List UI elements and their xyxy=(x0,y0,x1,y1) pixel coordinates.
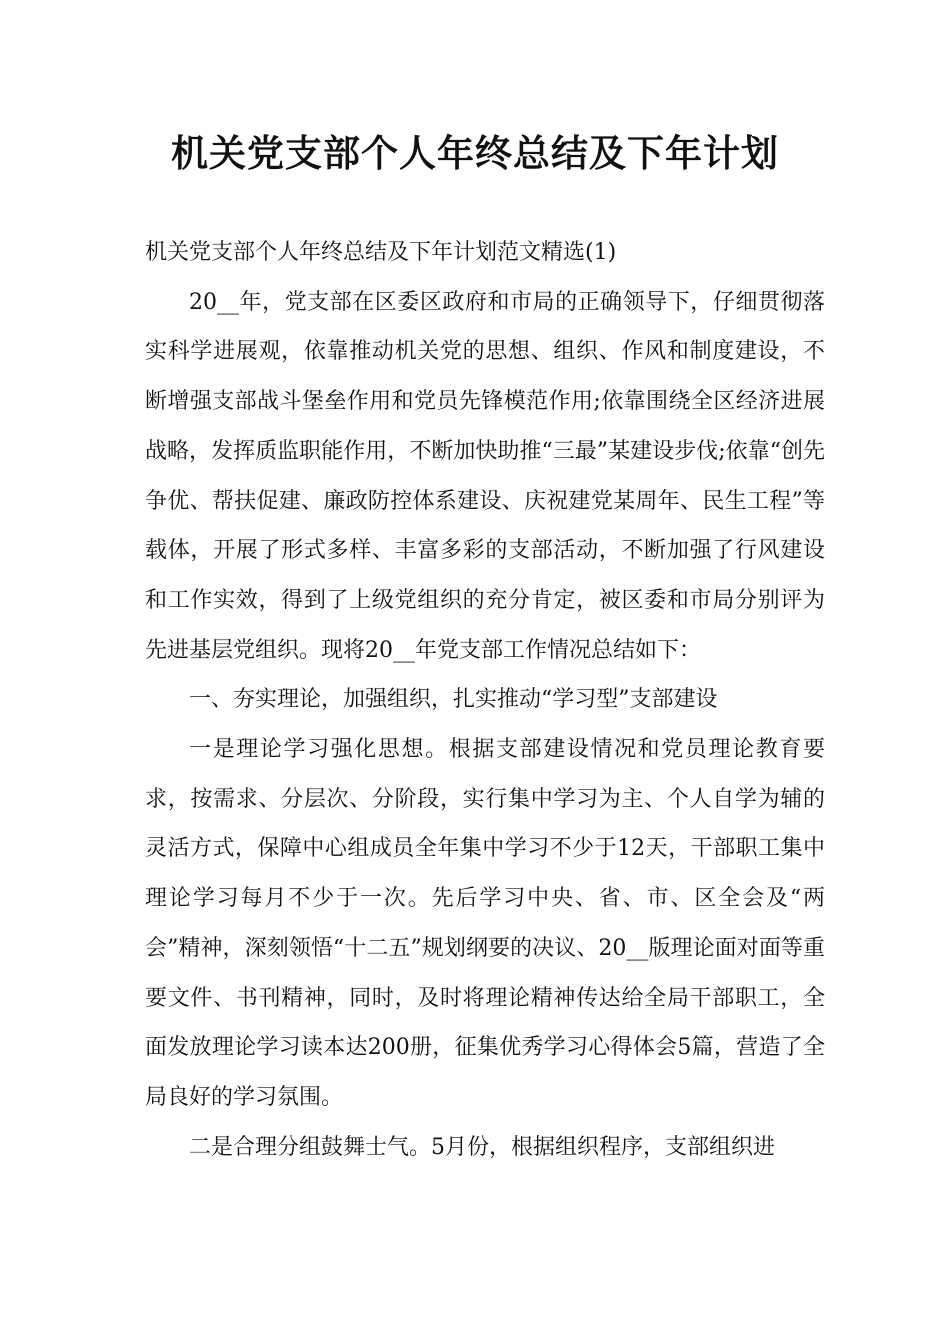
document-body xyxy=(145,228,825,1172)
body-paragraph: 二是合理分组鼓舞士气。5月份，根据组织程序，支部组织进 xyxy=(189,1134,775,1160)
document-subtitle: 机关党支部个人年终总结及下年计划范文精选(1) xyxy=(145,240,617,265)
section-heading: 一、夯实理论，加强组织，扎实推动“学习型”支部建设 xyxy=(189,687,718,713)
body-paragraph: 一是理论学习强化思想。根据支部建设情况和党员理论教育要求，按需求、分层次、分阶段，实行集中学习为主、个人自学为辅的灵活方式，保障中心组成员全年集中学习不少于12天，干部职工集中理论学习每月不少于一次。先后学习中央、省、市、区全会及“两会”精神，深刻领悟“十二五”规划纲要的决议、20__版理论面对面等重要文件、书刊精神，同时，及时将理论精神传达给全局干部职工，全面发放理论学习读本达200册，征集优秀学习心得体会5篇，营造了全局良好的学习氛围。 xyxy=(145,737,825,1110)
document-title: 机关党支部个人年终总结及下年计划 xyxy=(171,132,779,175)
body-paragraph: 20__年，党支部在区委区政府和市局的正确领导下，仔细贯彻落实科学进展观，依靠推动机关党的思想、组织、作风和制度建设，不断增强支部战斗堡垒作用和党员先锋模范作用;依靠围绕全区经济进展战略，发挥质监职能作用，不断加快助推“三最”某建设步伐;依靠“创先争优、帮扶促建、廉政防控体系建设、庆祝建党某周年、民生工程”等载体，开展了形式多样、丰富多彩的支部活动，不断加强了行风建设和工作实效，得到了上级党组织的充分肯定，被区委和市局分别评为先进基层党组织。现将20__年党支部工作情况总结如下： xyxy=(145,289,825,663)
